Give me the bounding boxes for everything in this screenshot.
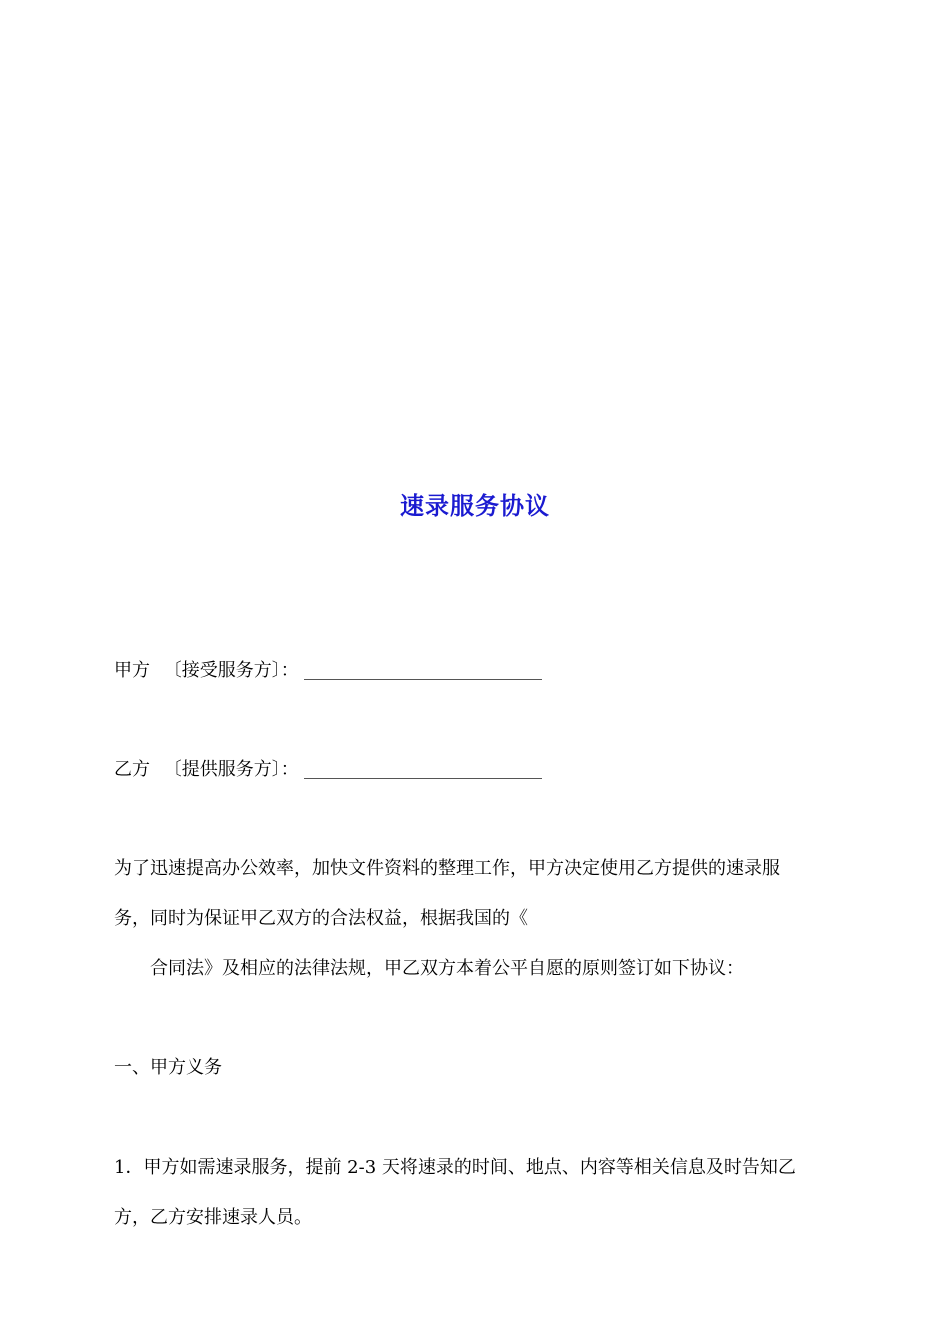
- party-a-blank: [304, 661, 542, 680]
- party-a-role: 〔接受服务方〕：: [163, 660, 299, 681]
- party-a-label: 甲方: [114, 660, 150, 681]
- section-1-item-1-line-2: 方，乙方安排速录人员。: [114, 1207, 312, 1228]
- intro-line-2: 务，同时为保证甲乙双方的合法权益，根据我国的《: [114, 908, 528, 929]
- document-title: 速录服务协议: [400, 492, 550, 520]
- intro-line-1: 为了迅速提高办公效率，加快文件资料的整理工作，甲方决定使用乙方提供的速录服: [114, 858, 780, 879]
- intro-line-3: 合同法》及相应的法律法规，甲乙双方本着公平自愿的原则签订如下协议：: [150, 958, 744, 979]
- party-b-line: [114, 758, 542, 782]
- party-b-label: 乙方: [114, 759, 150, 780]
- section-1-item-1-line-1: 1．甲方如需速录服务，提前 2-3 天将速录的时间、地点、内容等相关信息及时告知乙: [114, 1157, 796, 1178]
- party-b-role: 〔提供服务方〕：: [163, 759, 299, 780]
- section-1-heading: 一、甲方义务: [114, 1057, 222, 1078]
- party-a-line: [114, 659, 542, 683]
- party-b-blank: [304, 760, 542, 779]
